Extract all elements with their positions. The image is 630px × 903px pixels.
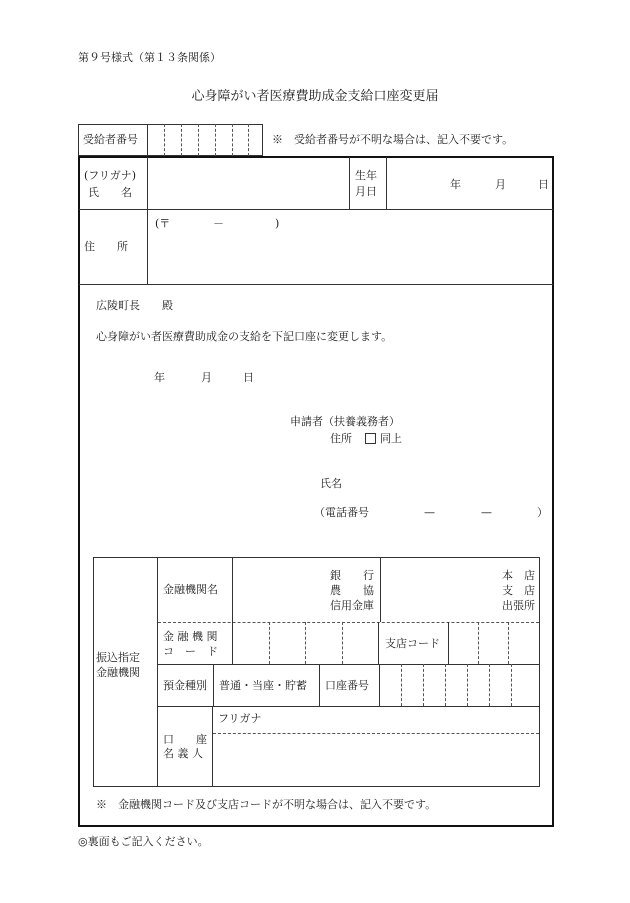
account-holder-label-top: 口 座 <box>163 733 207 746</box>
birth-year-unit: 年 <box>450 178 461 191</box>
branch-type-branch[interactable]: 支 店 <box>502 584 535 597</box>
bank-type-credit-union[interactable]: 信用金庫 <box>330 599 374 612</box>
birthdate-field[interactable] <box>387 158 553 208</box>
bank-section-label-bottom: 金融機関 <box>96 666 140 679</box>
bank-note: ※ 金融機関コード及び支店コードが不明な場合は、記入不要です。 <box>96 798 437 811</box>
date-month: 月 <box>201 371 212 384</box>
furigana-label: (フリガナ) <box>84 169 137 182</box>
branch-type-main[interactable]: 本 店 <box>502 569 535 582</box>
bank-type-agricultural[interactable]: 農 協 <box>330 584 374 597</box>
account-number-field[interactable] <box>380 665 539 705</box>
deposit-type-label: 預金種別 <box>163 679 207 692</box>
applicant-address-label: 住所 <box>330 432 352 445</box>
form-number: 第９号様式（第１３条関係） <box>78 51 221 64</box>
address-label: 住 所 <box>84 240 128 253</box>
applicant-label: 申請者（扶養義務者） <box>290 415 400 428</box>
holder-furigana-label: フリガナ <box>218 712 262 725</box>
name-label: 氏 名 <box>88 186 132 199</box>
statement: 心身障がい者医療費助成金の支給を下記口座に変更します。 <box>96 330 393 343</box>
phone-open: （電話番号 <box>314 506 369 519</box>
date-day: 日 <box>243 371 254 384</box>
postal-dash: － <box>213 217 224 230</box>
phone-close: ） <box>537 506 548 519</box>
recipient-number-label: 受給者番号 <box>83 133 138 146</box>
postal-open: (〒 <box>155 217 171 230</box>
institution-code-label-top: 金 融 機 関 <box>163 630 218 643</box>
same-label: 同上 <box>380 432 402 445</box>
branch-code-field[interactable] <box>449 623 539 663</box>
phone-dash-1: — <box>424 506 435 519</box>
address-field[interactable] <box>148 232 553 282</box>
birth-day-unit: 日 <box>538 178 549 191</box>
name-field[interactable] <box>148 158 348 208</box>
addressee: 広陵町長 殿 <box>96 299 173 312</box>
branch-code-label: 支店コード <box>385 637 440 650</box>
same-checkbox[interactable] <box>365 433 376 444</box>
postal-close: ) <box>275 217 280 230</box>
birth-month-unit: 月 <box>495 178 506 191</box>
holder-name-field[interactable] <box>213 734 539 786</box>
bank-section-label-top: 振込指定 <box>96 651 140 664</box>
institution-code-label-bottom: コ ー ド <box>163 645 218 658</box>
recipient-number-field[interactable] <box>148 125 262 155</box>
account-holder-label-bottom: 名 義 人 <box>163 747 203 760</box>
bank-type-bank[interactable]: 銀 行 <box>330 569 374 582</box>
phone-dash-2: — <box>481 506 492 519</box>
institution-name-label: 金融機関名 <box>163 583 218 596</box>
footer-note: ◎裏面もご記入ください。 <box>78 835 209 848</box>
birth-label-top: 生年 <box>355 169 377 182</box>
deposit-type-options[interactable]: 普通・当座・貯蓄 <box>219 679 307 692</box>
institution-code-field[interactable] <box>233 623 377 663</box>
birth-label-bottom: 月日 <box>355 185 377 198</box>
page-title: 心身障がい者医療費助成金支給口座変更届 <box>191 89 439 104</box>
recipient-note: ※ 受給者番号が不明な場合は、記入不要です。 <box>272 133 514 146</box>
applicant-name-label: 氏名 <box>320 477 342 490</box>
account-number-label: 口座番号 <box>325 679 369 692</box>
date-year: 年 <box>154 371 165 384</box>
branch-type-office[interactable]: 出張所 <box>502 599 535 612</box>
